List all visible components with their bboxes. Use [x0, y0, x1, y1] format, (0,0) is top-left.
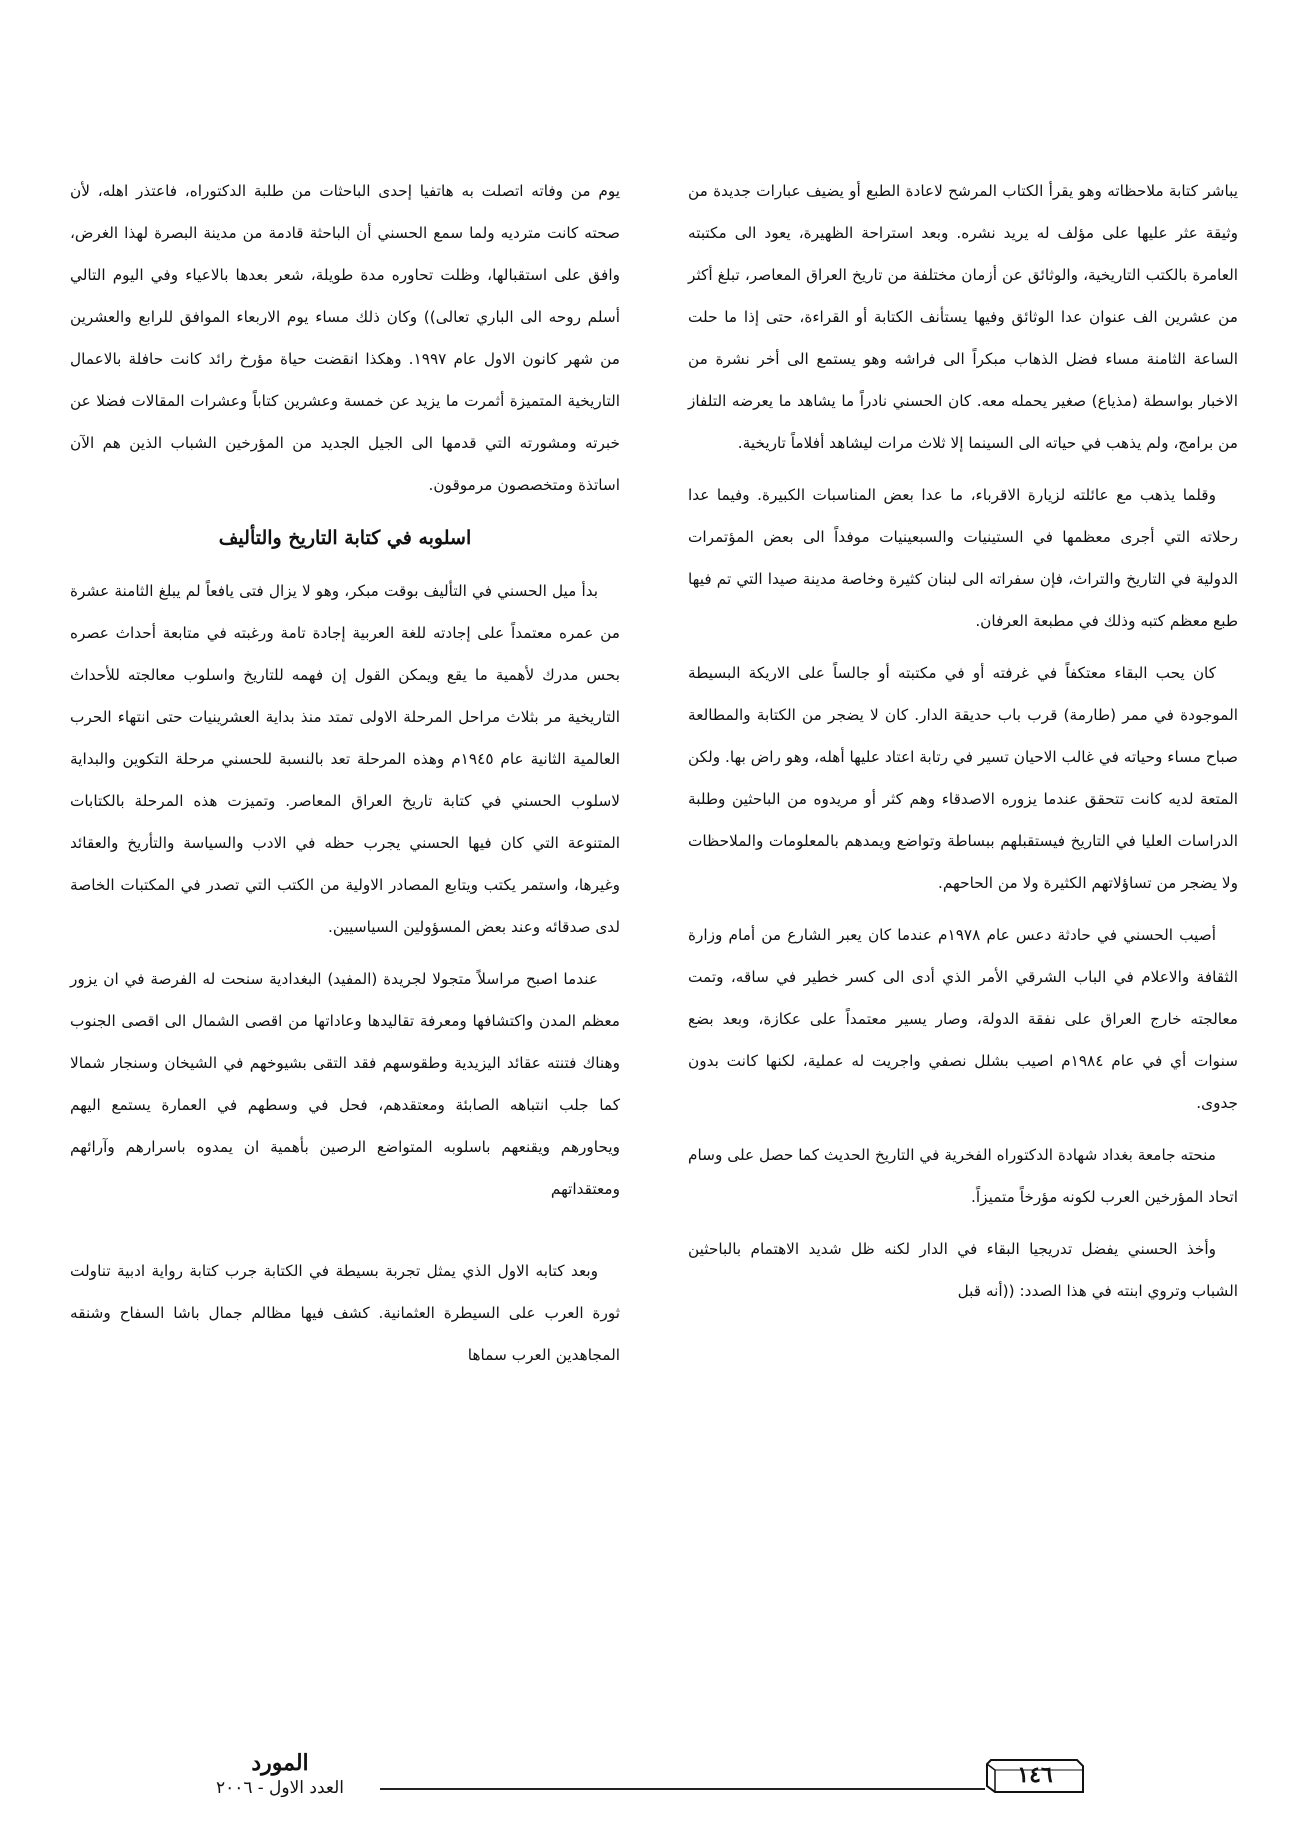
- paragraph: يباشر كتابة ملاحظاته وهو يقرأ الكتاب المرشح لاعادة الطبع أو يضيف عبارات جديدة من وثيقة عثر عليها على مؤلف له يريد نشره. وبعد استراحة الظهيرة، يعود الى مكتبته العامرة بالكتب التاريخية، والوثائق عن أزمان مختلفة من تاريخ العراق المعاصر، تبلغ أكثر من عشرين الف عنوان عدا الوثائق وفيها يستأنف الكتابة أو القراءة، حتى إذا ما حلت الساعة الثامنة مساء فضل الذهاب مبكراً الى فراشه وهو يستمع الى أخر نشرة من الاخبار بواسطة (مذياع) صغير يحمله معه. كان الحسني نادراً ما يشاهد ما يعرضه التلفاز من برامج، ولم يذهب في حياته الى السينما إلا ثلاث مرات ليشاهد أفلاماً تاريخية.: [688, 182, 1238, 452]
- journal-info: [180, 1750, 380, 1800]
- left-column: [70, 170, 620, 1386]
- section-heading: اسلوبه في كتابة التاريخ والتأليف: [218, 527, 472, 549]
- right-column: [688, 170, 1238, 1322]
- paragraph-gap: [70, 1220, 620, 1250]
- paragraph: وقلما يذهب مع عائلته لزيارة الاقرباء، ما عدا بعض المناسبات الكبيرة. وفيما عدا رحلاته التي أجرى معظمها في الستينيات والسبعينيات موفداً الى بعض المؤتمرات الدولية في التاريخ والتراث، فإن سفراته الى لبنان كثيرة وخاصة مدينة صيدا التي تم فيها طبع معظم كتبه وذلك في مطبعة العرفان.: [688, 486, 1238, 630]
- paragraph: منحته جامعة بغداد شهادة الدكتوراه الفخرية في التاريخ الحديث كما حصل على وسام اتحاد المؤرخين العرب لكونه مؤرخاً متميزاً.: [688, 1146, 1238, 1206]
- page-footer: [0, 1738, 1308, 1818]
- paragraph: كان يحب البقاء معتكفاً في غرفته أو في مكتبته أو جالساً على الاريكة البسيطة الموجودة في ممر (طارمة) قرب باب حديقة الدار. كان لا يضجر من الكتابة والمطالعة صباح مساء وحياته في غالب الاحيان تسير في رتابة اعتاد عليها أهله، وهو راض بها. ولكن المتعة لديه كانت تتحقق عندما يزوره الاصدقاء وهم كثر أو مريدوه من الباحثين وطلبة الدراسات العليا في التاريخ فيستقبلهم ببساطة وتواضع ويمدهم بالمعلومات والملاحظات ولا يضجر من تساؤلاتهم الكثيرة ولا من الحاحهم.: [688, 664, 1238, 892]
- paragraph: يوم من وفاته اتصلت به هاتفيا إحدى الباحثات من طلبة الدكتوراه، فاعتذر اهله، لأن صحته كانت مترديه ولما سمع الحسني أن الباحثة قادمة من مدينة البصرة لهذا الغرض، وافق على استقبالها، وظلت تحاوره مدة طويلة، شعر بعدها بالاعياء وفي اليوم التالي أسلم روحه الى الباري تعالى)) وكان ذلك مساء يوم الاربعاء الموافق للرابع والعشرين من شهر كانون الاول عام ١٩٩٧. وهكذا انقضت حياة مؤرخ رائد كانت حافلة بالاعمال التاريخية المتميزة أثمرت ما يزيد عن خمسة وعشرين كتاباً وعشرات المقالات فضلا عن خبرته ومشورته التي قدمها الى الجيل الجديد من المؤرخين الشباب الذين هم الآن اساتذة ومتخصصون مرموقون.: [70, 182, 621, 494]
- paragraph: أصيب الحسني في حادثة دعس عام ١٩٧٨م عندما كان يعبر الشارع من أمام وزارة الثقافة والاعلام في الباب الشرقي الأمر الذي أدى الى كسر خطير في ساقه، وتمت معالجته خارج العراق على نفقة الدولة، وصار يسير معتمداً على عكازة، وبعد بضع سنوات أي في عام ١٩٨٤م اصيب بشلل نصفي واجريت له عملية، لكنها كانت بدون جدوى.: [688, 926, 1238, 1112]
- paragraph: وبعد كتابه الاول الذي يمثل تجربة بسيطة في الكتابة جرب كتابة رواية ادبية تناولت ثورة العرب على السيطرة العثمانية. كشف فيها مظالم جمال باشا السفاح وشنقه المجاهدين العرب سماها: [70, 1262, 620, 1364]
- journal-name: المورد: [251, 1750, 309, 1776]
- page-number-badge: [985, 1756, 1085, 1796]
- paragraph: بدأ ميل الحسني في التأليف بوقت مبكر، وهو لا يزال فتى يافعاً لم يبلغ الثامنة عشرة من عمره معتمداً على إجادته للغة العربية إجادة تامة ورغبته في متابعة أحداث عصره بحس مدرك لأهمية ما يقع ويمكن القول إن فهمه للتاريخ واسلوب معالجته للأحداث التاريخية مر بثلاث مراحل المرحلة الاولى تمتد منذ بداية العشرينيات حتى انتهاء الحرب العالمية الثانية عام ١٩٤٥م وهذه المرحلة تعد بالنسبة للحسني مرحلة التكوين والبداية لاسلوب الحسني في كتابة تاريخ العراق المعاصر. وتميزت هذه المرحلة بالكتابات المتنوعة التي كان فيها الحسني يجرب حظه في الادب والسياسة والتأريخ والعقائد وغيرها، واستمر يكتب ويتابع المصادر الاولية من الكتب التي تصدر في المكتبات الخاصة لدى صدقائه وعند بعض المسؤولين السياسيين.: [70, 582, 620, 936]
- paragraph: وأخذ الحسني يفضل تدريجيا البقاء في الدار لكنه ظل شديد الاهتمام بالباحثين الشباب وتروي ابنته في هذا الصدد: ((أنه قبل: [688, 1240, 1238, 1300]
- footer-divider: [380, 1788, 985, 1790]
- page-number: ١٤٦: [1017, 1762, 1053, 1788]
- paragraph: عندما اصبح مراسلاً متجولا لجريدة (المفيد) البغدادية سنحت له الفرصة في ان يزور معظم المدن واكتشافها ومعرفة تقاليدها وعاداتها من اقصى الشمال الى اقصى الجنوب وهناك فتنته عقائد اليزيدية وطقوسهم فقد التقى بشيوخهم في الشيخان وسنجار شمالا كما جلب انتباهه الصابئة ومعتقدهم، فحل في وسطهم في العمارة يستمع اليهم ويحاورهم ويقنعهم باسلوبه المتواضع الرصين بأهمية ان يمدوه باسرارهم وآرائهم ومعتقداتهم: [70, 970, 620, 1198]
- issue-line: العدد الاول - ٢٠٠٦: [215, 1778, 345, 1798]
